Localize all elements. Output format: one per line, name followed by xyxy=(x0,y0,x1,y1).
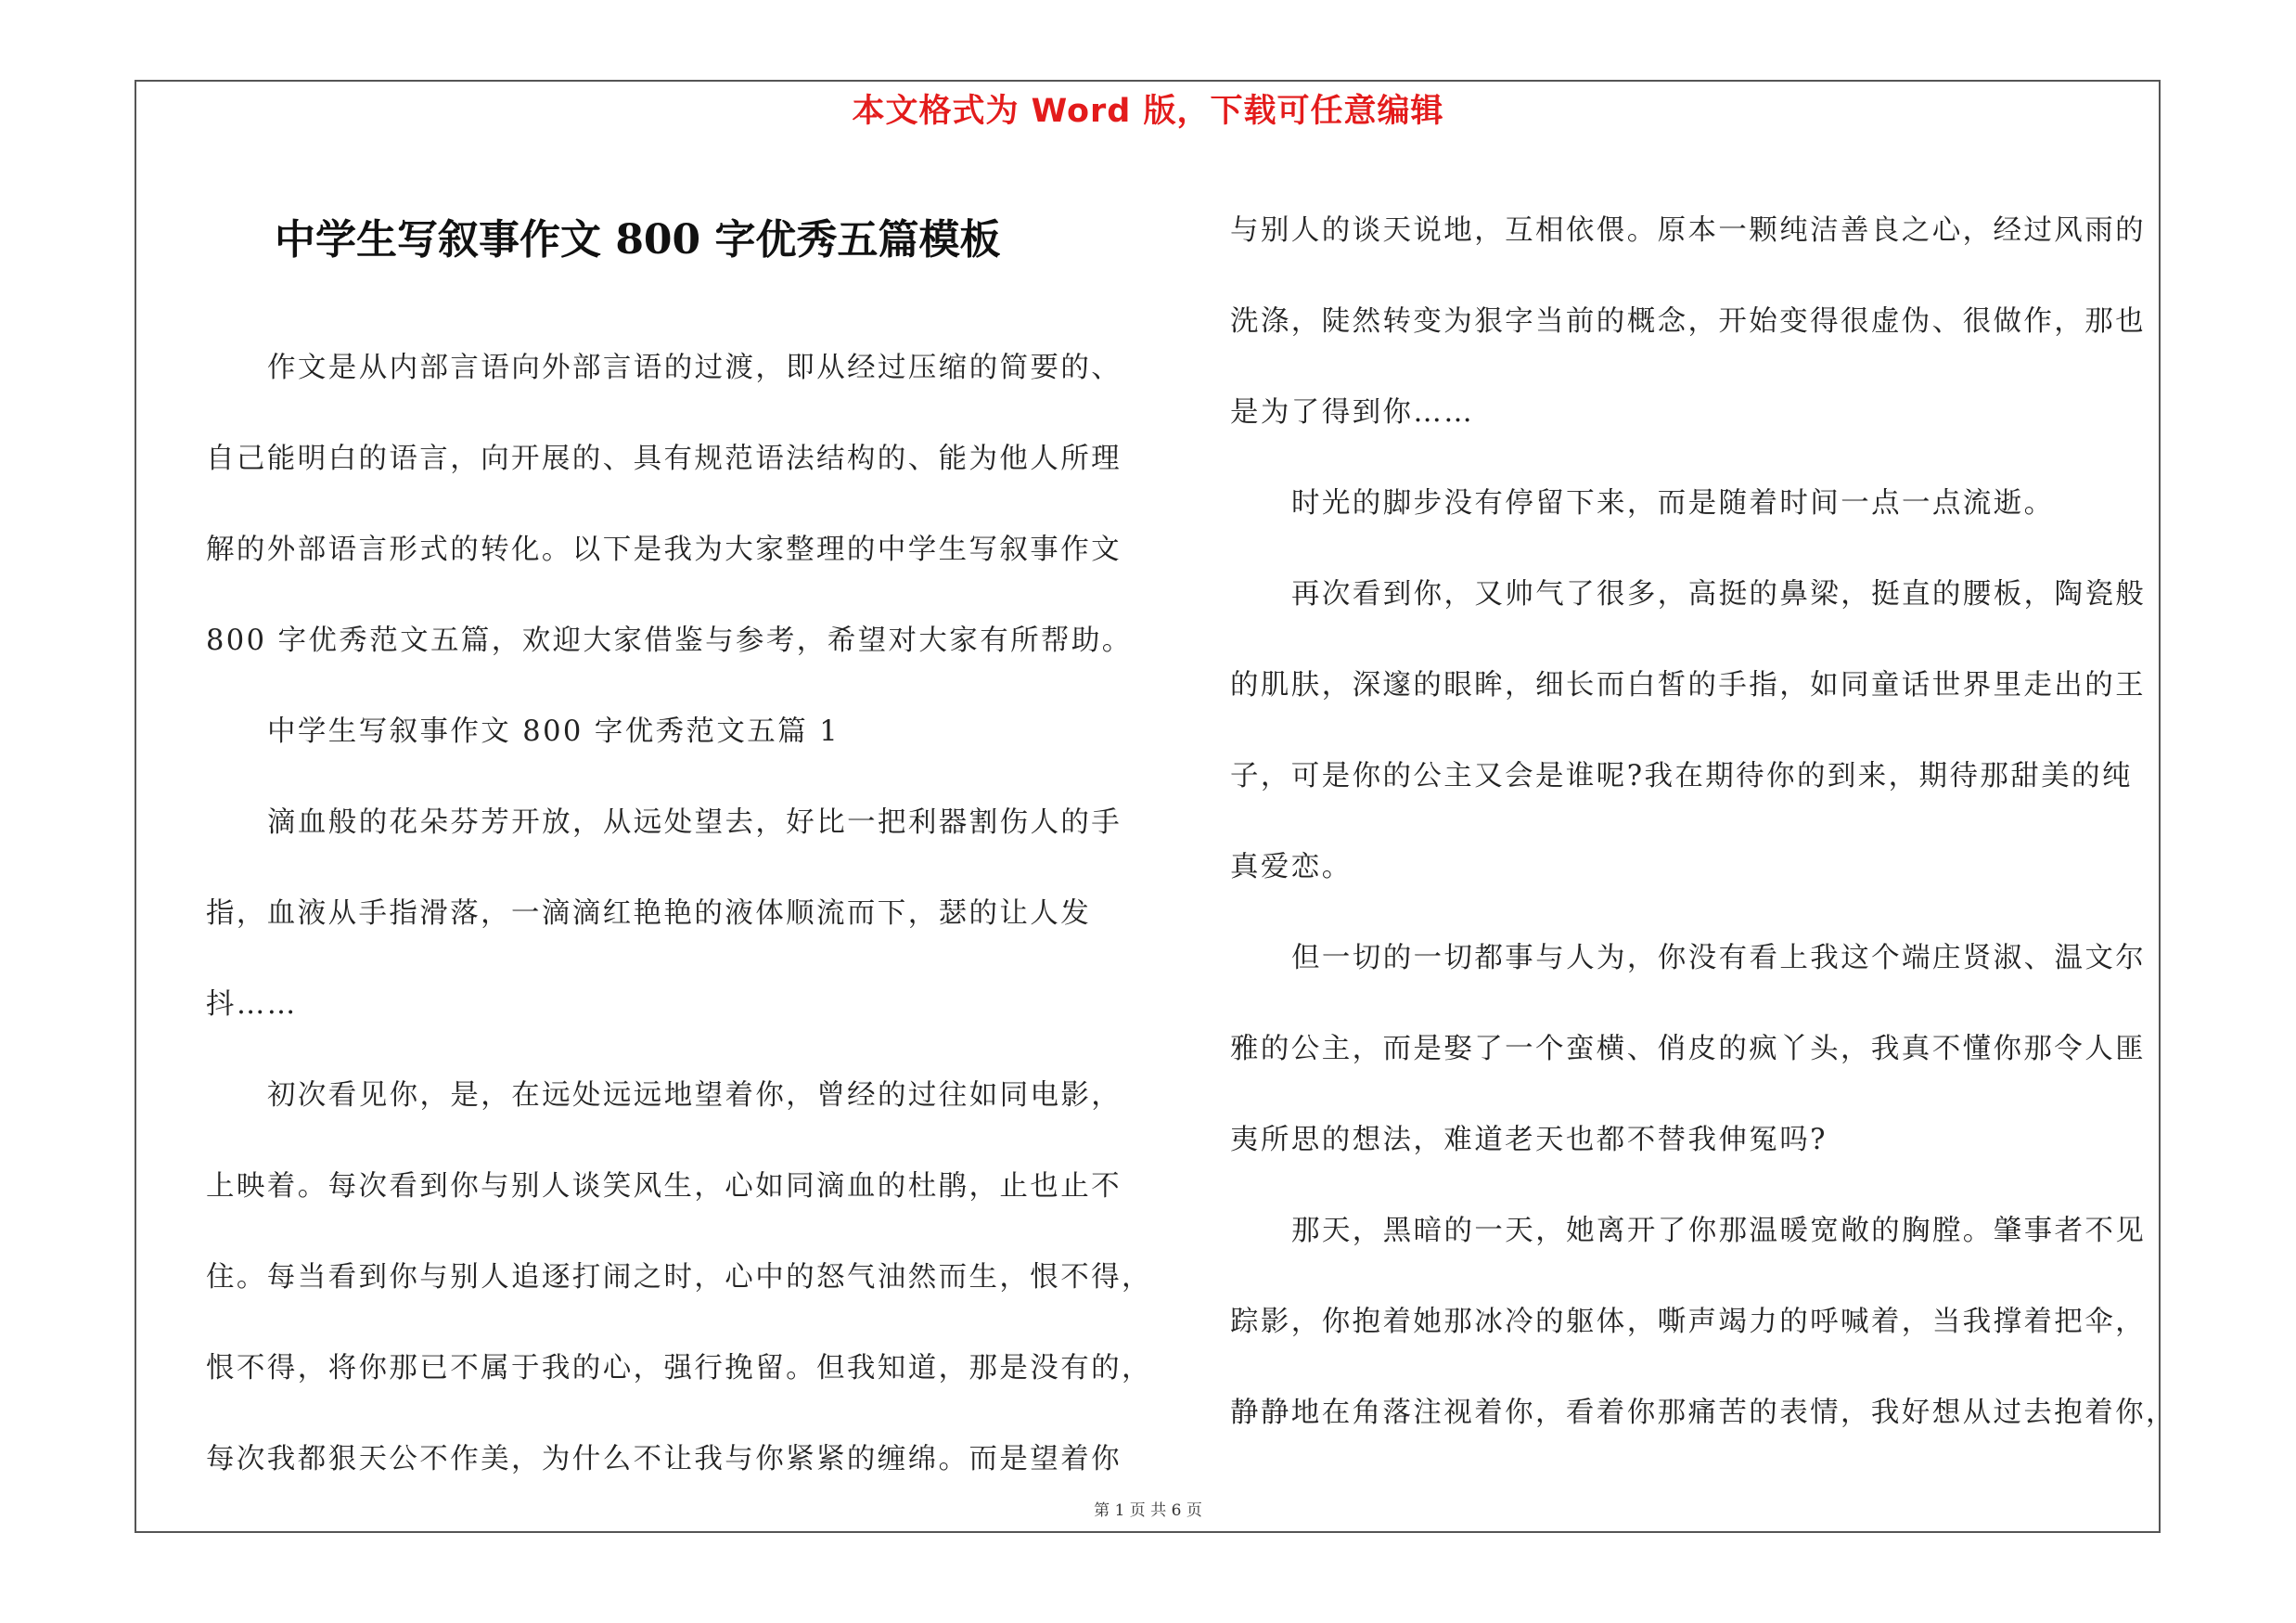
left-column xyxy=(206,323,1152,1505)
text-line: 静静地在角落注视着你，看着你那痛苦的表情，我好想从过去抱着你， xyxy=(1230,1397,2176,1429)
text-line: 解的外部语言形式的转化。以下是我为大家整理的中学生写叙事作文 xyxy=(206,534,1122,566)
text-line: 时光的脚步没有停留下来，而是随着时间一点一点流逝。 xyxy=(1291,487,2055,520)
page-number: 第 1 页 共 6 页 xyxy=(1094,1501,1202,1520)
text-line: 作文是从内部言语向外部言语的过渡，即从经过压缩的简要的、 xyxy=(267,352,1122,384)
text-line: 抖…… xyxy=(206,988,298,1021)
document-title: 中学生写叙事作文 800 字优秀五篇模板 xyxy=(275,216,1001,264)
right-column xyxy=(1230,186,2176,1459)
text-line: 自己能明白的语言，向开展的、具有规范语法结构的、能为他人所理 xyxy=(206,443,1122,475)
text-line: 踪影，你抱着她那冰冷的躯体，嘶声竭力的呼喊着，当我撑着把伞， xyxy=(1230,1306,2146,1338)
text-line: 指，血液从手指滑落，一滴滴红艳艳的液体顺流而下，瑟的让人发 xyxy=(206,897,1092,930)
text-line: 但一切的一切都事与人为，你没有看上我这个端庄贤淑、温文尔 xyxy=(1291,942,2147,974)
text-line: 是为了得到你…… xyxy=(1230,396,1475,429)
text-line: 真爱恋。 xyxy=(1230,851,1353,883)
text-line: 住。每当看到你与别人追逐打闹之时，心中的怒气油然而生，恨不得， xyxy=(206,1261,1152,1294)
text-line: 洗涤，陡然转变为狠字当前的概念，开始变得很虚伪、很做作，那也 xyxy=(1230,305,2146,338)
format-banner: 本文格式为 Word 版，下载可任意编辑 xyxy=(852,93,1444,130)
text-line: 800 字优秀范文五篇，欢迎大家借鉴与参考，希望对大家有所帮助。 xyxy=(206,625,1133,657)
text-line: 与别人的谈天说地，互相依偎。原本一颗纯洁善良之心，经过风雨的 xyxy=(1230,214,2146,247)
text-line: 恨不得，将你那已不属于我的心，强行挽留。但我知道，那是没有的， xyxy=(206,1352,1152,1385)
section-heading: 中学生写叙事作文 800 字优秀范文五篇 1 xyxy=(267,715,840,748)
text-line: 再次看到你，又帅气了很多，高挺的鼻梁，挺直的腰板，陶瓷般 xyxy=(1291,578,2147,611)
text-line: 雅的公主，而是娶了一个蛮横、俏皮的疯丫头，我真不懂你那令人匪 xyxy=(1230,1033,2146,1065)
text-line: 夷所思的想法，难道老天也都不替我伸冤吗? xyxy=(1230,1124,1828,1156)
text-line: 滴血般的花朵芬芳开放，从远处望去，好比一把利器割伤人的手 xyxy=(267,806,1122,839)
text-line: 子，可是你的公主又会是谁呢?我在期待你的到来，期待那甜美的纯 xyxy=(1230,760,2133,792)
text-line: 初次看见你，是，在远处远远地望着你，曾经的过往如同电影， xyxy=(267,1079,1122,1112)
text-line: 的肌肤，深邃的眼眸，细长而白皙的手指，如同童话世界里走出的王 xyxy=(1230,669,2146,702)
text-line: 那天，黑暗的一天，她离开了你那温暖宽敞的胸膛。肇事者不见 xyxy=(1291,1215,2147,1247)
text-line: 每次我都狠天公不作美，为什么不让我与你紧紧的缠绵。而是望着你 xyxy=(206,1443,1122,1475)
text-line: 上映着。每次看到你与别人谈笑风生，心如同滴血的杜鹃，止也止不 xyxy=(206,1170,1122,1203)
